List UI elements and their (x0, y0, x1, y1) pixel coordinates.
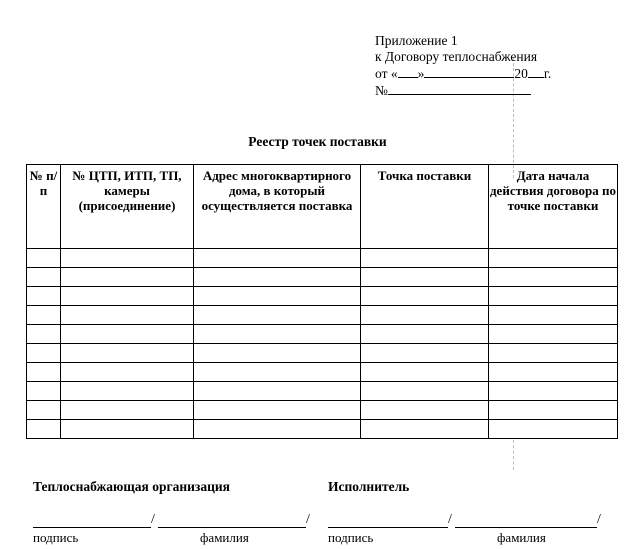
table-cell[interactable] (361, 401, 489, 420)
supplier-signature-title: Теплоснабжающая организация (33, 479, 230, 494)
year-field[interactable] (528, 65, 544, 78)
day-field[interactable] (398, 65, 418, 78)
table-row (27, 268, 618, 287)
table-cell[interactable] (194, 420, 361, 439)
supplier-sign-caption: подпись (33, 530, 79, 545)
supplier-separator: / (151, 512, 155, 527)
table-cell[interactable] (489, 249, 618, 268)
table-cell[interactable] (361, 306, 489, 325)
table-cell[interactable] (27, 249, 61, 268)
table-cell[interactable] (61, 306, 194, 325)
table-cell[interactable] (61, 249, 194, 268)
table-cell[interactable] (27, 268, 61, 287)
table-cell[interactable] (61, 382, 194, 401)
table-cell[interactable] (361, 344, 489, 363)
table-cell[interactable] (489, 420, 618, 439)
column-header-address: Адрес многоквартирного дома, в который осуществляется поставка (194, 165, 361, 249)
column-header-number: № п/п (27, 165, 61, 249)
table-cell[interactable] (27, 363, 61, 382)
table-row (27, 249, 618, 268)
table-row (27, 363, 618, 382)
contract-date-line: от « » 20 г. (375, 66, 552, 81)
table-cell[interactable] (194, 249, 361, 268)
supplier-separator-end: / (306, 512, 310, 527)
supplier-name-field[interactable] (158, 527, 306, 528)
table-row (27, 306, 618, 325)
table-row (27, 382, 618, 401)
supplier-sign-field[interactable] (33, 527, 151, 528)
table-cell[interactable] (361, 287, 489, 306)
table-cell[interactable] (61, 420, 194, 439)
table-cell[interactable] (361, 325, 489, 344)
table-cell[interactable] (361, 382, 489, 401)
table-cell[interactable] (61, 401, 194, 420)
table-cell[interactable] (361, 249, 489, 268)
table-row (27, 325, 618, 344)
table-cell[interactable] (61, 344, 194, 363)
table-cell[interactable] (489, 382, 618, 401)
column-header-supply-point: Точка поставки (361, 165, 489, 249)
table-cell[interactable] (27, 344, 61, 363)
scan-artifact-line (513, 440, 514, 470)
table-cell[interactable] (489, 363, 618, 382)
document-title: Реестр точек поставки (248, 134, 387, 149)
table-row (27, 401, 618, 420)
table-cell[interactable] (27, 382, 61, 401)
executor-separator-end: / (597, 512, 601, 527)
table-cell[interactable] (27, 420, 61, 439)
column-header-substation: № ЦТП, ИТП, ТП, камеры (присоединение) (61, 165, 194, 249)
table-cell[interactable] (489, 401, 618, 420)
appendix-header (375, 33, 551, 99)
table-cell[interactable] (361, 363, 489, 382)
table-cell[interactable] (194, 287, 361, 306)
table-row (27, 344, 618, 363)
table-cell[interactable] (27, 401, 61, 420)
executor-name-field[interactable] (455, 527, 597, 528)
contract-number-field[interactable] (388, 82, 531, 95)
table-header-row (27, 165, 618, 249)
contract-number-line: № (375, 82, 551, 99)
appendix-title: Приложение 1 (375, 33, 458, 48)
table-row (27, 287, 618, 306)
table-cell[interactable] (61, 363, 194, 382)
table-cell[interactable] (489, 268, 618, 287)
executor-separator: / (448, 512, 452, 527)
table-cell[interactable] (194, 325, 361, 344)
table-cell[interactable] (194, 306, 361, 325)
contract-reference: к Договору теплоснабжения (375, 49, 538, 64)
table-cell[interactable] (194, 401, 361, 420)
executor-sign-field[interactable] (328, 527, 448, 528)
executor-sign-caption: подпись (328, 530, 374, 545)
table-cell[interactable] (61, 325, 194, 344)
table-cell[interactable] (489, 325, 618, 344)
table-cell[interactable] (194, 382, 361, 401)
table-cell[interactable] (194, 344, 361, 363)
table-cell[interactable] (361, 420, 489, 439)
table-cell[interactable] (361, 268, 489, 287)
table-cell[interactable] (61, 268, 194, 287)
table-cell[interactable] (489, 306, 618, 325)
column-header-start-date: Дата начала действия договора по точке поставки (489, 165, 618, 249)
supplier-name-caption: фамилия (200, 530, 249, 545)
table-cell[interactable] (489, 287, 618, 306)
table-row (27, 420, 618, 439)
table-cell[interactable] (27, 325, 61, 344)
table-cell[interactable] (194, 363, 361, 382)
month-field[interactable] (424, 65, 514, 78)
executor-name-caption: фамилия (497, 530, 546, 545)
executor-signature-title: Исполнитель (328, 479, 410, 494)
table-cell[interactable] (489, 344, 618, 363)
table-cell[interactable] (27, 287, 61, 306)
table-cell[interactable] (61, 287, 194, 306)
supply-points-table (26, 164, 618, 439)
table-body (27, 249, 618, 439)
table-cell[interactable] (27, 306, 61, 325)
table-cell[interactable] (194, 268, 361, 287)
